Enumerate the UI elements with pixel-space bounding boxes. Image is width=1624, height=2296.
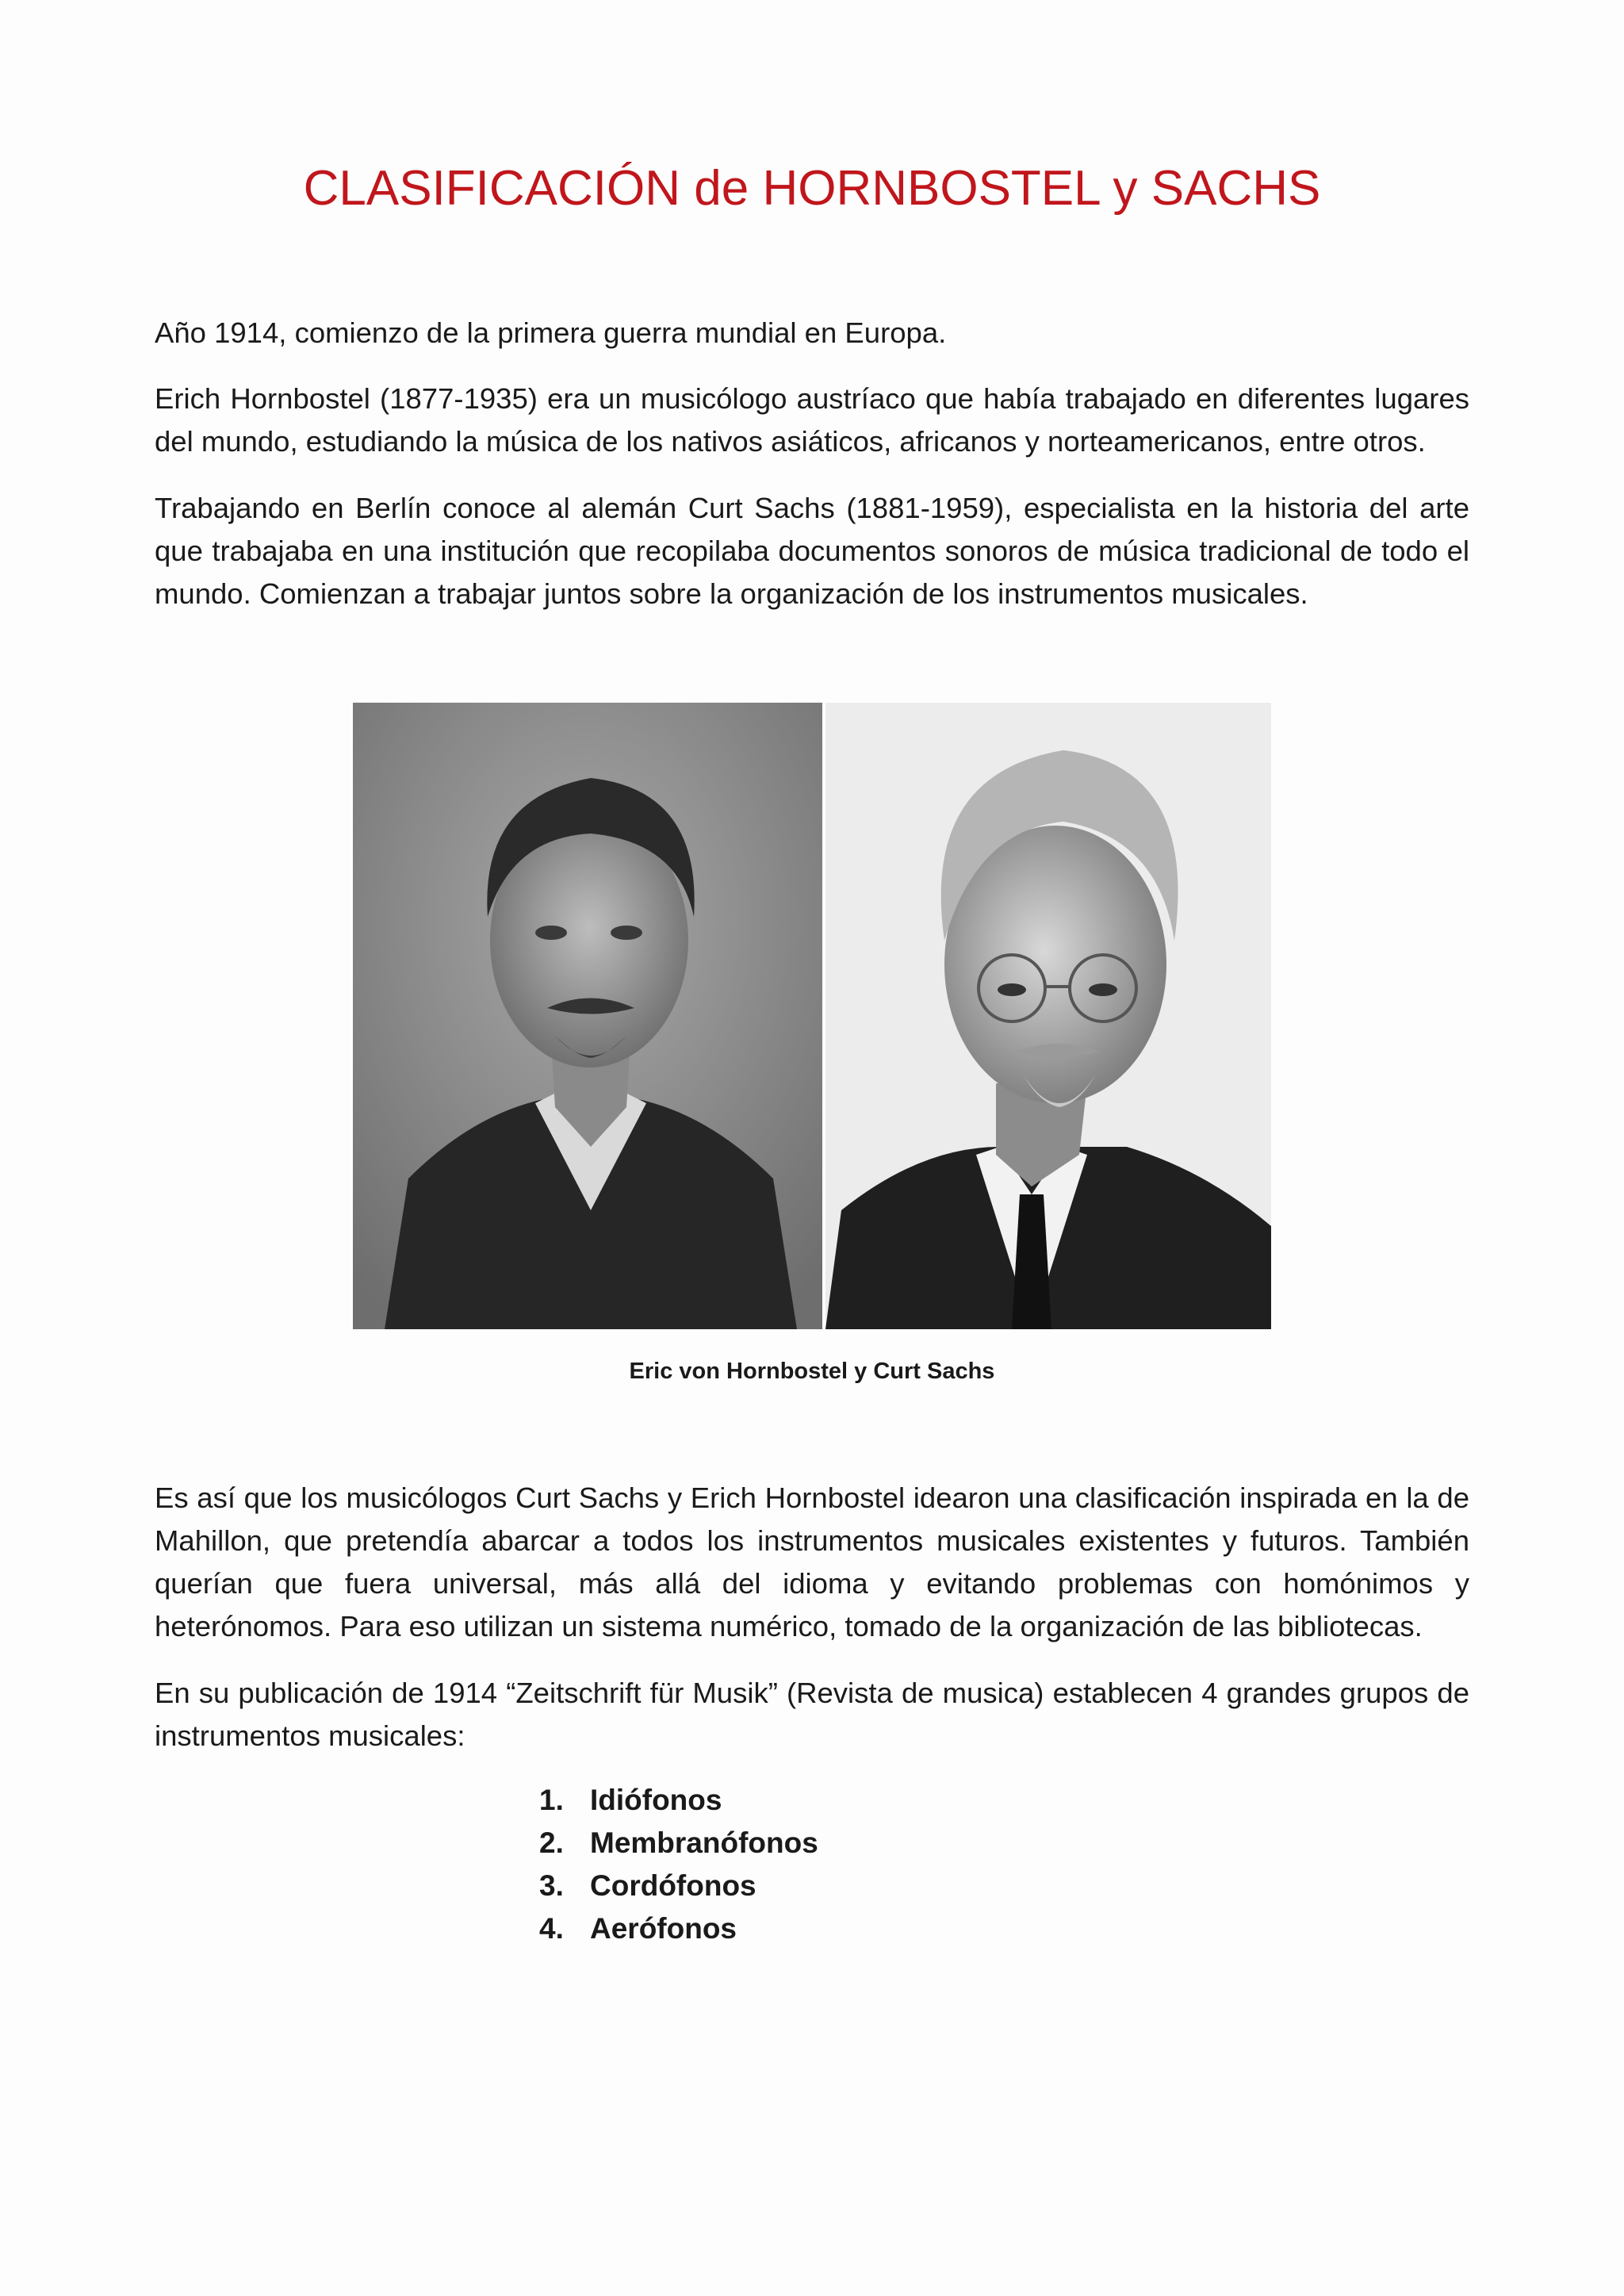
page-title: CLASIFICACIÓN de HORNBOSTEL y SACHS (303, 161, 1321, 216)
list-item (539, 1779, 818, 1822)
sachs-portrait-image (825, 703, 1271, 1329)
instrument-groups-list (539, 1779, 818, 1950)
list-item-number: 2. (539, 1826, 564, 1859)
list-item-number: 3. (539, 1869, 564, 1902)
list-item-number: 1. (539, 1784, 564, 1816)
list-item-label: Membranófonos (590, 1826, 818, 1859)
portrait-photos (353, 703, 1271, 1329)
list-item-label: Aerófonos (590, 1912, 737, 1945)
body-paragraph-2: En su publicación de 1914 “Zeitschrift für Musik” (Revista de musica) establecen 4 grandes grupos de instrumentos musicales: (155, 1677, 1469, 1752)
hornbostel-portrait-image (353, 703, 822, 1329)
sachs-portrait-drawing (825, 703, 1271, 1329)
list-item (539, 1865, 818, 1907)
list-item-number: 4. (539, 1912, 564, 1945)
intro-paragraph-2: Erich Hornbostel (1877-1935) era un musicólogo austríaco que había trabajado en diferentes lugares del mundo, estudiando la música de los nativos asiáticos, africanos y norteamericanos, entre otros. (155, 382, 1469, 458)
hornbostel-portrait-drawing (353, 703, 822, 1329)
body-paragraph-1: Es así que los musicólogos Curt Sachs y Erich Hornbostel idearon una clasificación inspirada en la de Mahillon, que pretendía abarcar a todos los instrumentos musicales existentes y futuros. También querían que fuera universal, más allá del idioma y evitando problemas con homónimos y heterónomos. Para eso utilizan un sistema numérico, tomado de la organización de las bibliotecas. (155, 1481, 1469, 1642)
list-item-label: Idiófonos (590, 1784, 722, 1816)
list-item-label: Cordófonos (590, 1869, 756, 1902)
list-item (539, 1822, 818, 1865)
list-item (539, 1907, 818, 1950)
photo-caption: Eric von Hornbostel y Curt Sachs (629, 1359, 995, 1384)
intro-paragraph-3: Trabajando en Berlín conoce al alemán Curt Sachs (1881-1959), especialista en la historia del arte que trabajaba en una institución que recopilaba documentos sonoros de música tradicional de todo el mundo. Comienzan a trabajar juntos sobre la organización de los instrumentos musicales. (155, 492, 1469, 610)
intro-paragraph-1: Año 1914, comienzo de la primera guerra mundial en Europa. (155, 316, 947, 349)
